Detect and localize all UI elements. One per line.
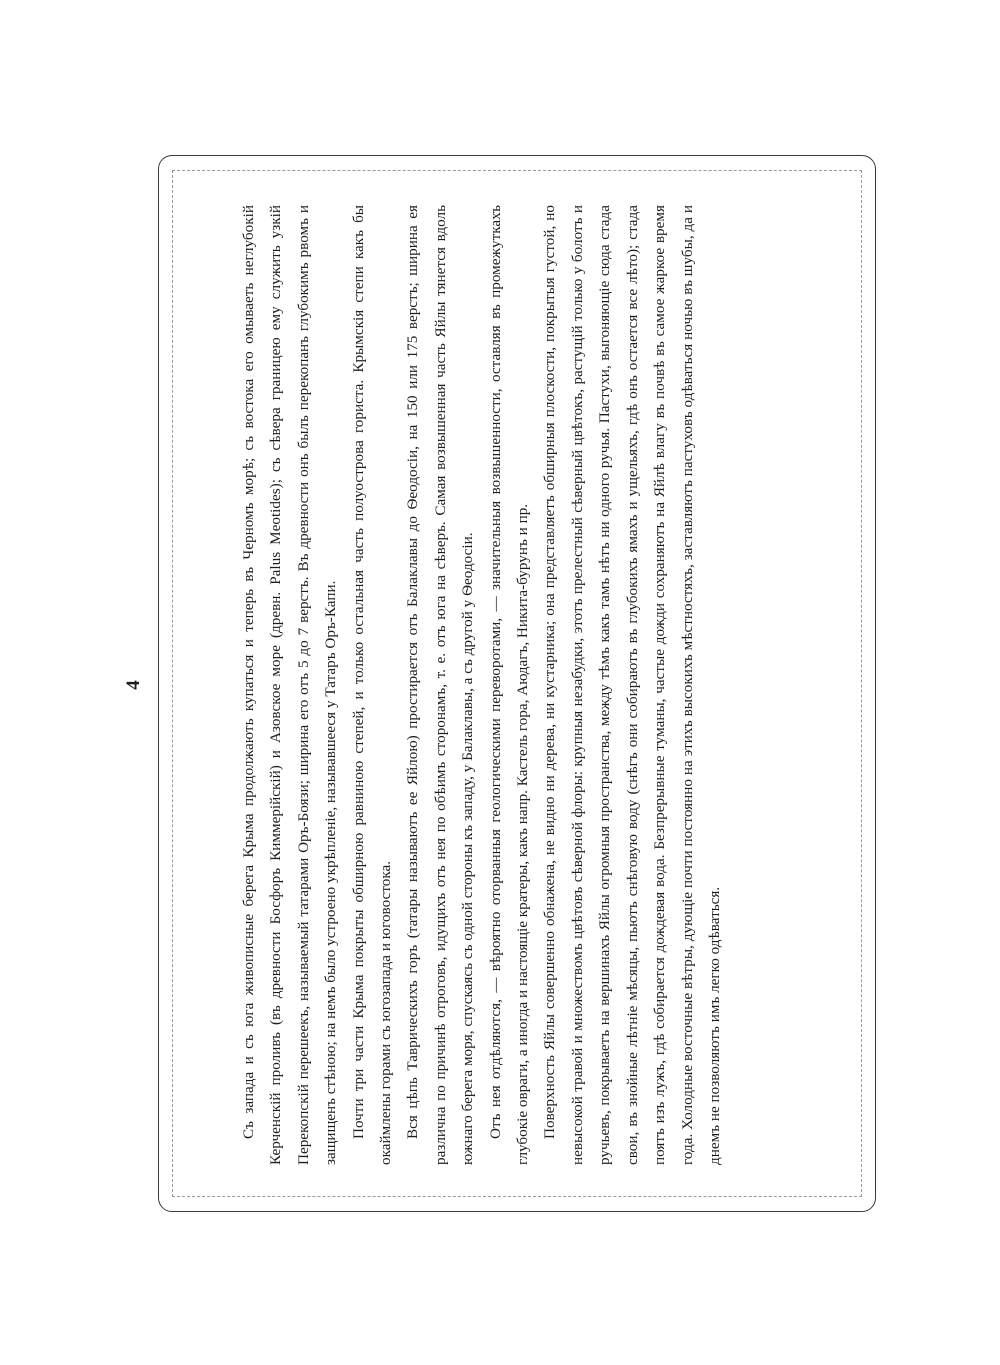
- paragraph-1: Съ запада и съ юга живописные берега Крыма продолжають купаться и теперь въ Черномъ морѣ; съ востока его омываеть неглубокій Керченскій проливъ (въ древности Босфоръ Киммерійскій) и Азовское море (древн. Palus Meotides); съ сѣвера границею ему служить узкій Перекопскій перешеекъ, называемый татарами Оръ-Боязи; ширина его отъ 5 до 7 верстъ. Въ древности онъ былъ перекопанъ глубокимъ рвомъ и защищенъ стѣною; на немъ было устроено укрѣпленіе, называвшееся у Татаръ Оръ-Капи.: [240, 205, 340, 1165]
- page-number: 4: [123, 680, 144, 690]
- paragraph-5: Поверхность Яйлы совершенно обнажена, не видно ни дерева, ни кустарника; она представляетъ обширныя плоскости, покрытыя густой, но невысокой травой и множествомъ цвѣтовъ сѣверной флоры: крупныя незабудки, этотъ прелестный сѣверный цвѣтокъ, растущій только у болотъ и ручьевъ, покрываетъ на вершинахъ Яйлы огромныя пространства, между тѣмъ какъ тамъ нѣтъ ни одного ручья. Пастухи, выгоняющіе сюда стада свои, въ знойные лѣтніе мѣсяцы, пьютъ снѣговую воду (снѣгъ они собираютъ въ глубокихъ ямахъ и ущельяхъ, гдѣ онъ остается все лѣто); стада поятъ изъ лужъ, гдѣ собирается дождевая вода. Безпрерывные туманы, частые дожди сохраняютъ на Яйлѣ влагу въ почвѣ въ самое жаркое время года. Холодные восточные вѣтры, дующіе почти постоянно на этихъ высокихъ мѣстностяхъ, заставляютъ пастуховъ одѣваться ночью въ шубы, да и днемъ не позволяютъ имъ легко одѣваться.: [541, 205, 723, 1165]
- body-text: [235, 205, 728, 1165]
- rotated-page-content: [123, 205, 795, 1165]
- paragraph-4: Отъ нея отдѣляются, — вѣроятно оторванныя геологическими переворотами, — значительныя возвышенности, оставляя въ промежуткахъ глубокіе овраги, а иногда и настоящіе кратеры, какъ напр. Кастель гора, Аюдагъ, Никита-бурунъ и пр.: [486, 205, 532, 1165]
- paragraph-3: Вся цѣпь Таврическихъ горъ (татары называютъ ее Яйлою) простирается отъ Балаклавы до Ѳеодосіи, на 150 или 175 верстъ; ширина ея различна по причинѣ отроговъ, идущихъ отъ нея по обѣимъ сторонамъ, т. е. отъ юга на сѣверъ. Самая возвышенная часть Яйлы тянется вдоль южнаго берега моря, спускаясь съ одной стороны къ западу, у Балаклавы, а съ другой у Ѳеодосіи.: [404, 205, 477, 1165]
- paragraph-2: Почти три части Крыма покрыты обширною равниною степей, и только остальная часть полуострова гориста. Крымскія степи какъ бы окаймлены горами съ югозапада и юговостока.: [349, 205, 395, 1165]
